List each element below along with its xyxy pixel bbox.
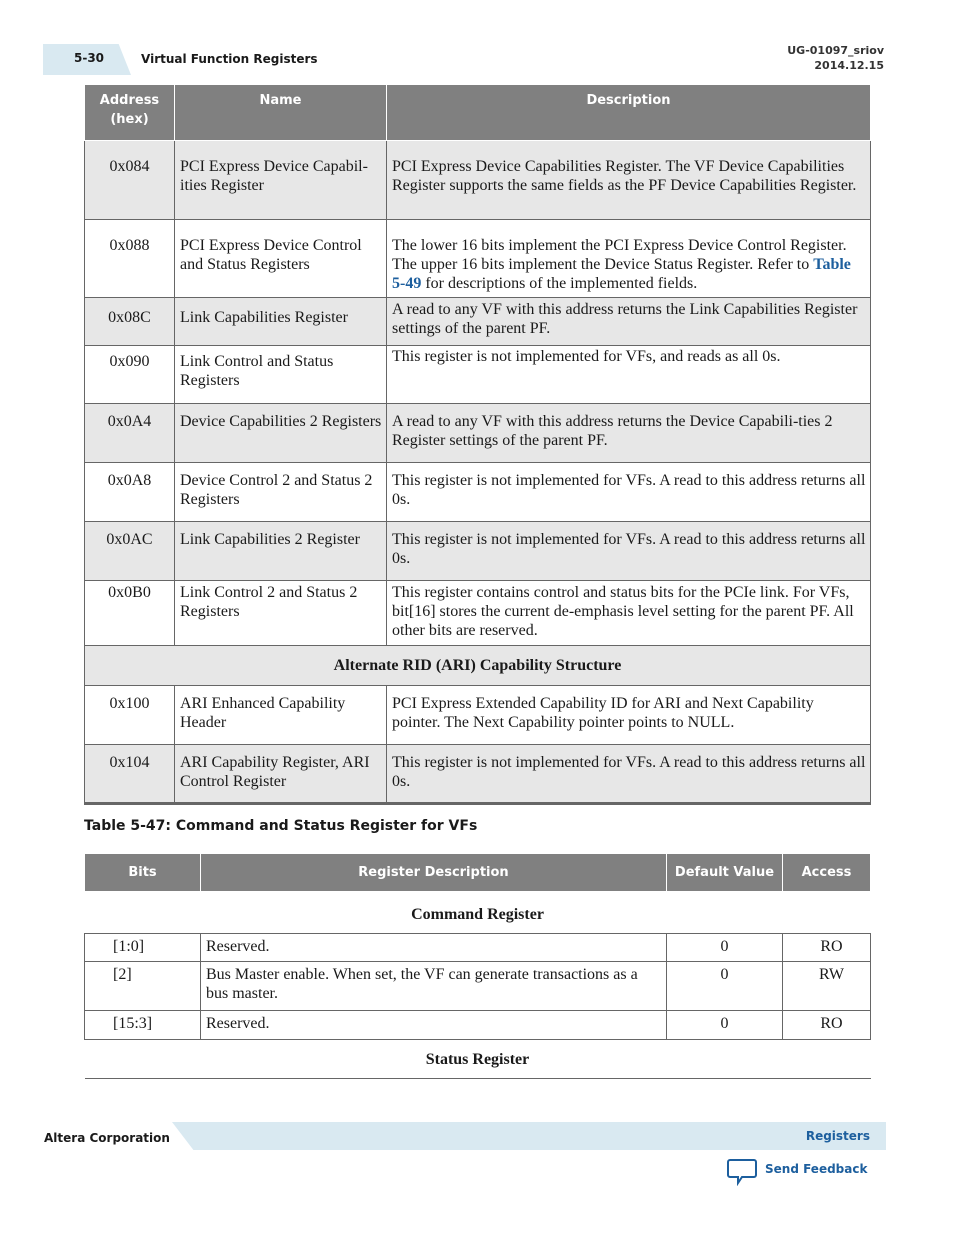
description-cell: PCI Express Device Capabilities Register. The VF Device Capabilities Register supports the same fields as the PF Device Capabilities Register. <box>387 141 871 220</box>
address-cell: 0x0AC <box>85 522 175 581</box>
col-header-bits: Bits <box>85 854 201 892</box>
col-header-address: Address (hex) <box>85 85 175 141</box>
name-cell: PCI Express Device Control and Status Registers <box>175 220 387 298</box>
table-row <box>85 745 871 804</box>
address-cell: 0x100 <box>85 686 175 745</box>
doc-id: UG-01097_sriov <box>787 44 884 57</box>
description-cell: This register is not implemented for VFs. A read to this address returns all 0s. <box>387 463 871 522</box>
bits-cell: [15:3] <box>85 1011 201 1040</box>
description-cell: A read to any VF with this address returns the Device Capabili-ties 2 Register settings of the parent PF. <box>387 404 871 463</box>
description-text: The lower 16 bits implement the PCI Express Device Control Register. The upper 16 bits implement the Device Status Register. Refer to <box>392 237 847 273</box>
table-row <box>85 463 871 522</box>
access-cell: RW <box>783 962 871 1011</box>
description-cell: PCI Express Extended Capability ID for ARI and Next Capability pointer. The Next Capability pointer points to NULL. <box>387 686 871 745</box>
name-cell: Link Capabilities 2 Register <box>175 522 387 581</box>
address-cell: 0x0A4 <box>85 404 175 463</box>
table-row <box>85 220 871 298</box>
address-cell: 0x084 <box>85 141 175 220</box>
name-cell: Link Capabilities Register <box>175 298 387 346</box>
table-row <box>85 686 871 745</box>
default-cell: 0 <box>667 934 783 962</box>
bits-cell: [1:0] <box>85 934 201 962</box>
section-row <box>85 646 871 686</box>
access-cell: RO <box>783 934 871 962</box>
col-header-access: Access <box>783 854 871 892</box>
address-cell: 0x090 <box>85 346 175 404</box>
section-heading-status: Status Register <box>85 1040 871 1079</box>
table-row <box>85 1011 871 1040</box>
col-header-register-description: Register Description <box>201 854 667 892</box>
col-header-name: Name <box>175 85 387 141</box>
address-cell: 0x104 <box>85 745 175 804</box>
name-cell: Link Control 2 and Status 2 Registers <box>175 581 387 646</box>
doc-info <box>787 43 884 73</box>
table-row <box>85 962 871 1011</box>
description-text: for descriptions of the implemented fields. <box>421 275 698 292</box>
access-cell: RO <box>783 1011 871 1040</box>
default-cell: 0 <box>667 962 783 1011</box>
description-cell: Reserved. <box>201 1011 667 1040</box>
address-cell: 0x0B0 <box>85 581 175 646</box>
address-cell: 0x0A8 <box>85 463 175 522</box>
feedback-icon[interactable] <box>727 1158 757 1186</box>
description-cell: A read to any VF with this address returns the Link Capabilities Register settings of the parent PF. <box>387 298 871 346</box>
section-title: Virtual Function Registers <box>141 52 318 66</box>
table-row <box>85 522 871 581</box>
name-cell: ARI Enhanced Capability Header <box>175 686 387 745</box>
doc-date: 2014.12.15 <box>814 59 884 72</box>
address-cell: 0x088 <box>85 220 175 298</box>
send-feedback-link[interactable]: Send Feedback <box>765 1162 868 1176</box>
footer-band <box>172 1122 886 1150</box>
name-cell: Device Capabilities 2 Registers <box>175 404 387 463</box>
register-table <box>84 84 871 805</box>
section-row <box>85 892 871 934</box>
description-cell: This register contains control and status bits for the PCIe link. For VFs, bit[16] stores the current de-emphasis level setting for the parent PF. All other bits are reserved. <box>387 581 871 646</box>
description-cell <box>387 220 871 298</box>
bits-cell: [2] <box>85 962 201 1011</box>
footer-section-link[interactable]: Registers <box>805 1129 870 1143</box>
table-row <box>85 581 871 646</box>
description-cell: This register is not implemented for VFs, and reads as all 0s. <box>387 346 871 404</box>
description-cell: Bus Master enable. When set, the VF can generate transactions as a bus master. <box>201 962 667 1011</box>
company-name: Altera Corporation <box>44 1131 170 1145</box>
table-row <box>85 141 871 220</box>
table-row <box>85 404 871 463</box>
section-row <box>85 1040 871 1079</box>
section-heading-ari: Alternate RID (ARI) Capability Structure <box>85 646 871 686</box>
table-reference-link[interactable]: Table 5-49 <box>392 256 851 292</box>
section-heading-command: Command Register <box>85 892 871 934</box>
name-cell: Device Control 2 and Status 2 Registers <box>175 463 387 522</box>
table-row <box>85 298 871 346</box>
description-cell: This register is not implemented for VFs. A read to this address returns all 0s. <box>387 745 871 804</box>
table-row <box>85 934 871 962</box>
col-header-default-value: Default Value <box>667 854 783 892</box>
name-cell: Link Control and Status Registers <box>175 346 387 404</box>
command-status-table <box>84 853 871 1079</box>
description-cell: Reserved. <box>201 934 667 962</box>
col-header-description: Description <box>387 85 871 141</box>
description-cell: This register is not implemented for VFs. A read to this address returns all 0s. <box>387 522 871 581</box>
default-cell: 0 <box>667 1011 783 1040</box>
page-number: 5-30 <box>74 51 105 65</box>
name-cell: PCI Express Device Capabil-ities Register <box>175 141 387 220</box>
table-row <box>85 346 871 404</box>
address-cell: 0x08C <box>85 298 175 346</box>
name-cell: ARI Capability Register, ARI Control Register <box>175 745 387 804</box>
table-caption: Table 5-47: Command and Status Register for VFs <box>84 818 478 834</box>
